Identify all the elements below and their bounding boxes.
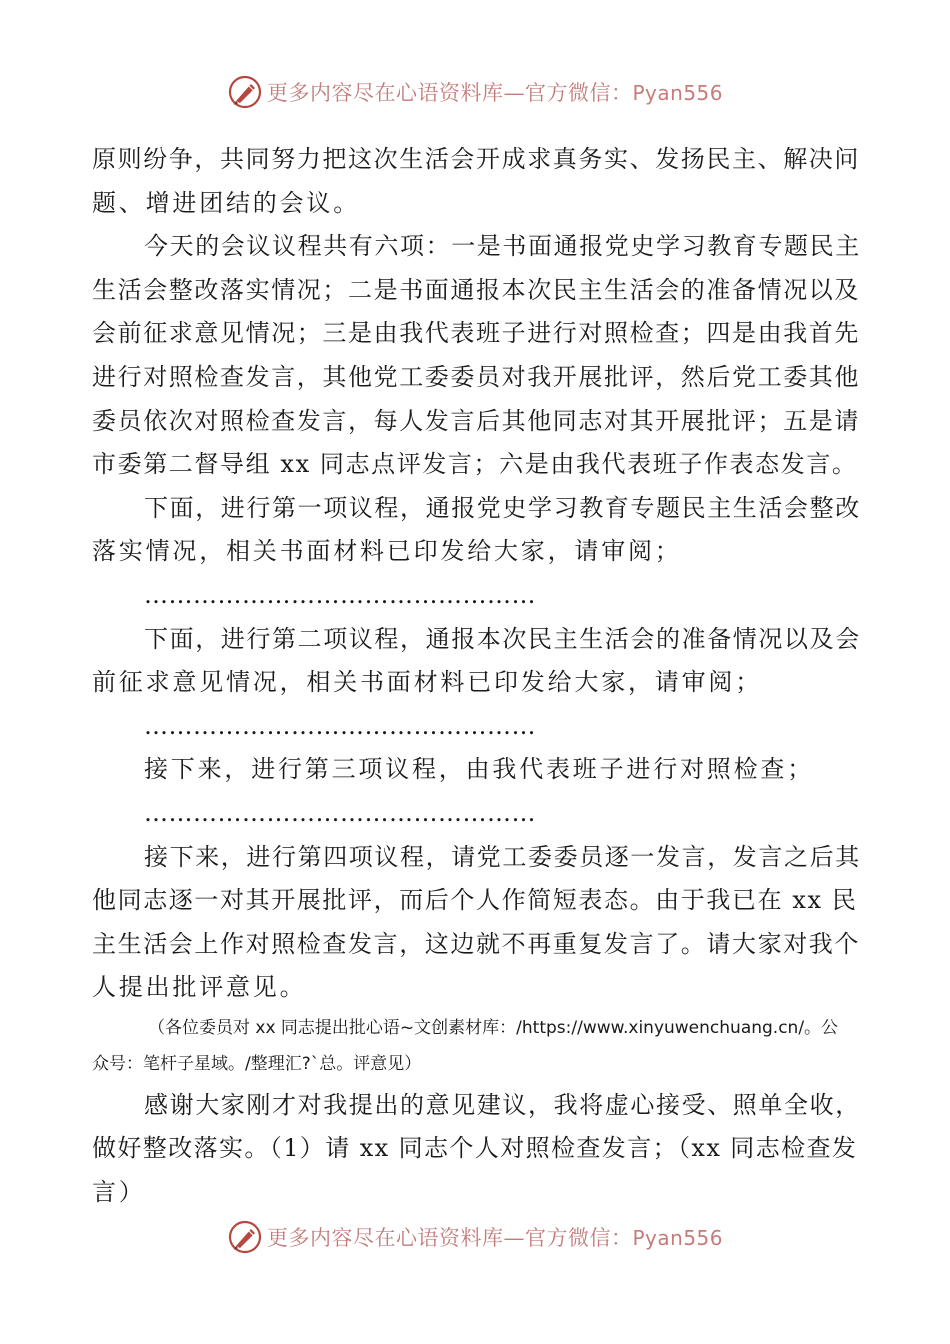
header-banner-text: 更多内容尽在心语资料库—官方微信：Pyan556 (266, 81, 723, 105)
paragraph-line: 原则纷争，共同努力把这次生活会开成求真务实、发扬民主、解决问 (92, 145, 860, 173)
paragraph-line: 落实情况，相关书面材料已印发给大家，请审阅； (92, 537, 682, 566)
paragraph-line: 生活会整改落实情况；二是书面通报本次民主生活会的准备情况以及 (92, 275, 860, 304)
paragraph-line: 他同志逐一对其开展批评，而后个人作简短表态。由于我已在 xx 民 (92, 886, 858, 915)
paragraph-line: 感谢大家刚才对我提出的意见建议，我将虚心接受、照单全收， (144, 1090, 861, 1119)
paragraph-line: 市委第二督导组 xx 同志点评发言；六是由我代表班子作表态发言。 (92, 450, 858, 479)
paragraph-line: 主生活会上作对照检查发言，这边就不再重复发言了。请大家对我个 (92, 929, 860, 958)
footer-banner-text: 更多内容尽在心语资料库—官方微信：Pyan556 (266, 1226, 723, 1250)
watermark-note-line: （各位委员对 xx 同志提出批心语~文创素材库：/https://www.xinyuwenchuang.cn/。公 (148, 1017, 839, 1038)
paragraph-line: 前征求意见情况，相关书面材料已印发给大家，请审阅； (92, 668, 762, 697)
paragraph-line: 进行对照检查发言，其他党工委委员对我开展批评，然后党工委其他 (92, 362, 860, 391)
paragraph-line: 言） (92, 1178, 146, 1207)
paragraph-line: 会前征求意见情况；三是由我代表班子进行对照检查；四是由我首先 (92, 319, 860, 348)
watermark-note-line: 众号：笔杆子星域。/整理汇?`总。评意见） (92, 1053, 422, 1074)
ellipsis-line: ………………………………………… (144, 798, 536, 827)
footer-banner (0, 1217, 950, 1257)
paragraph-line: 接下来，进行第三项议程，由我代表班子进行对照检查； (144, 755, 814, 784)
header-wechat-id: Pyan556 (632, 81, 723, 105)
paragraph-line: 今天的会议议程共有六项：一是书面通报党史学习教育专题民主 (144, 232, 861, 261)
paragraph-line: 委员依次对照检查发言，每人发言后其他同志对其开展批评；五是请 (92, 406, 860, 435)
footer-wechat-id: Pyan556 (632, 1226, 723, 1250)
pen-logo-icon (227, 1219, 263, 1255)
paragraph-line: 下面，进行第二项议程，通报本次民主生活会的准备情况以及会 (144, 624, 861, 653)
paragraph-line: 人提出批评意见。 (92, 973, 307, 1002)
ellipsis-line: ………………………………………… (144, 711, 536, 740)
document-body (92, 138, 860, 1215)
header-banner (0, 72, 950, 112)
paragraph-line: 题、增进团结的会议。 (92, 188, 360, 217)
ellipsis-line: ………………………………………… (144, 580, 536, 609)
paragraph-line: 做好整改落实。（1）请 xx 同志个人对照检查发言；（xx 同志检查发 (92, 1134, 858, 1163)
paragraph-line: 接下来，进行第四项议程，请党工委委员逐一发言，发言之后其 (144, 842, 861, 871)
paragraph-line: 下面，进行第一项议程，通报党史学习教育专题民主生活会整改 (144, 493, 861, 522)
pen-logo-icon (227, 74, 263, 110)
